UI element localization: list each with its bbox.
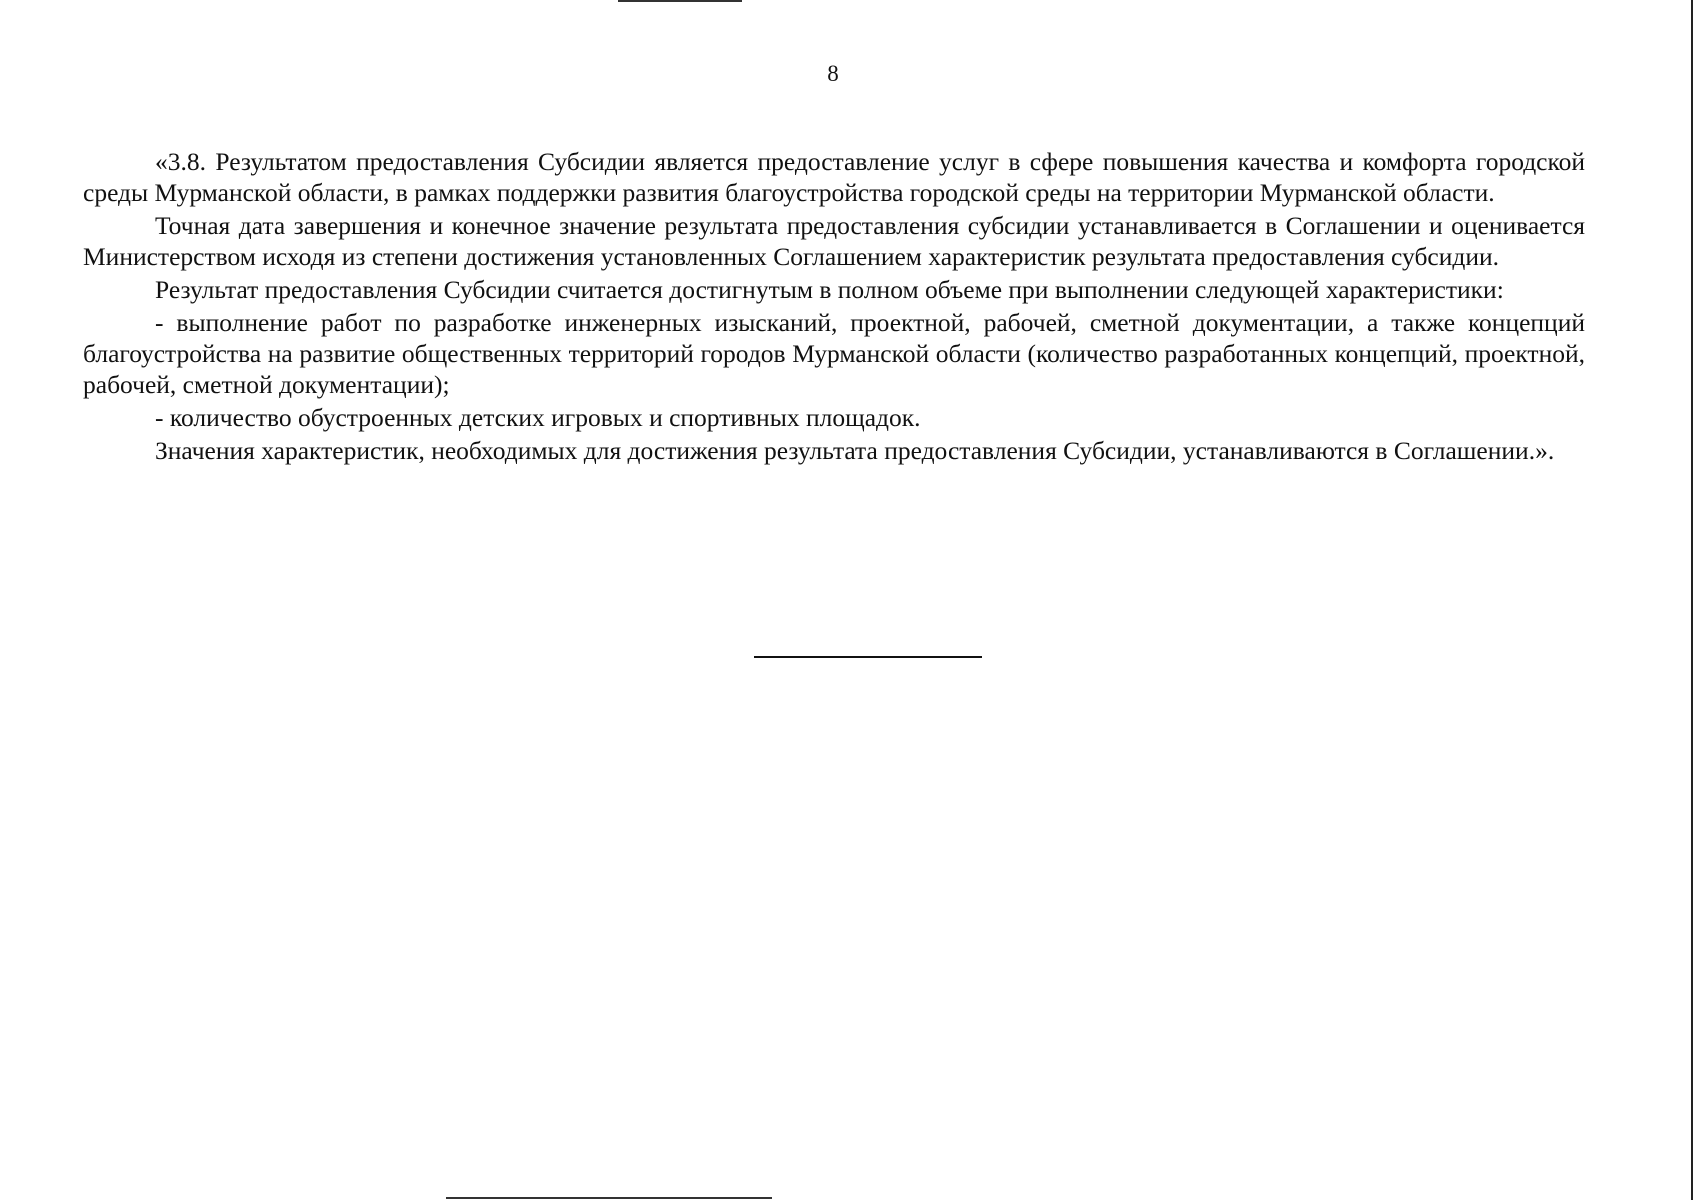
paragraph-3-8-result: «3.8. Результатом предоставления Субсидии является предоставление услуг в сфере повышения качества и комфорта городской среды Мурманской области, в рамках поддержки развития благоустройства городской среды на территории Мурманской области.: [83, 147, 1585, 207]
paragraph-completion-date: Точная дата завершения и конечное значение результата предоставления субсидии устанавливается в Соглашении и оценивается Министерством исходя из степени достижения установленных Соглашением характеристик результата предоставления субсидии.: [83, 211, 1585, 271]
scan-bottom-rule: [446, 1197, 772, 1199]
page-number: 8: [827, 61, 839, 86]
document-body: [83, 146, 1585, 468]
list-item-playgrounds: - количество обустроенных детских игровых и спортивных площадок.: [155, 403, 921, 432]
paragraph-characteristic-values: Значения характеристик, необходимых для достижения результата предоставления Субсидии, устанавливаются в Соглашении.».: [155, 436, 1555, 465]
list-item-design-works: - выполнение работ по разработке инженерных изысканий, проектной, рабочей, сметной документации, а также концепций благоустройства на развитие общественных территорий городов Мурманской области (количество разработанных концепций, проектной, рабочей, сметной документации);: [83, 308, 1585, 399]
scan-right-edge: [1691, 0, 1693, 1200]
paragraph-result-achieved: Результат предоставления Субсидии считается достигнутым в полном объеме при выполнении следующей характеристики:: [155, 275, 1504, 304]
end-of-text-rule: [754, 656, 982, 658]
scan-top-rule: [618, 0, 742, 2]
